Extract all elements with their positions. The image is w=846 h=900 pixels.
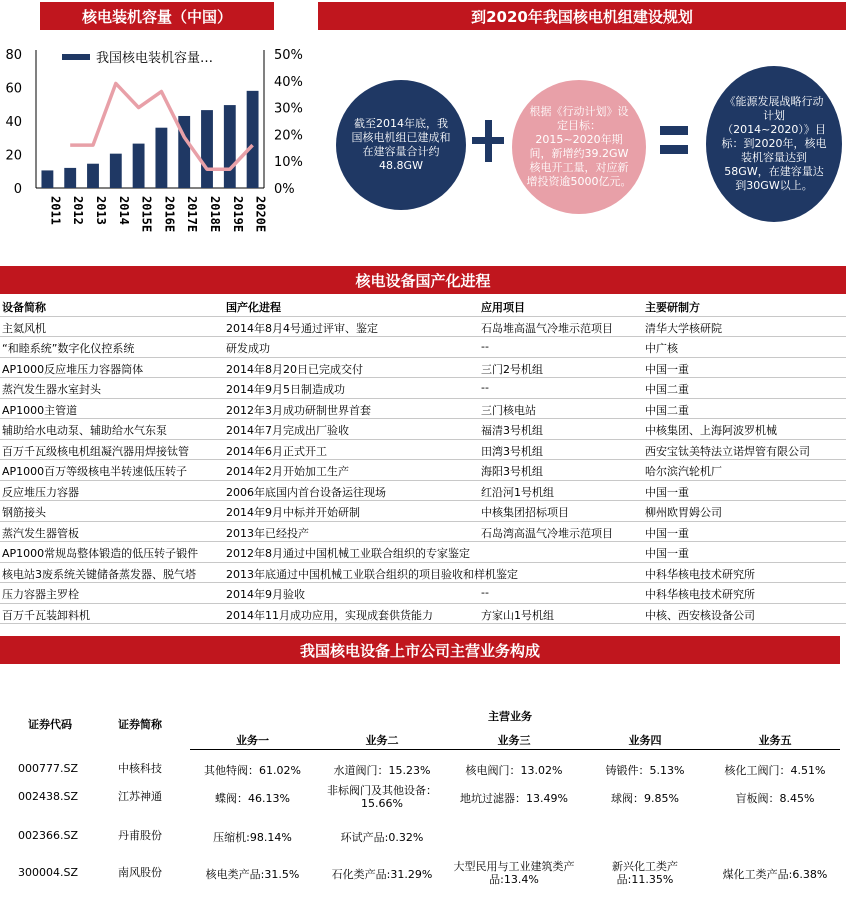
- table-cell: 中国一重: [645, 362, 689, 376]
- y-right-tick-label: 30%: [274, 101, 303, 117]
- table-cell: 西安宝钛美特法立诺焊管有限公司: [645, 444, 810, 458]
- company-name: 中核科技: [118, 762, 162, 775]
- bar-2015E: [133, 144, 145, 188]
- table-cell: 中国二重: [645, 403, 689, 417]
- table-cell: 2014年11月成功应用，实现成套供货能力: [226, 608, 433, 622]
- business-header: 业务二: [365, 734, 399, 747]
- table-row: [0, 317, 846, 338]
- business-header: 业务三: [497, 734, 531, 747]
- x-tick-label: 2013: [94, 196, 108, 225]
- table-cell: 中科华核电技术研究所: [645, 588, 755, 601]
- table-cell: 中核、西安核设备公司: [645, 608, 755, 622]
- business-cell: 核电阀门：13.02%: [465, 764, 563, 777]
- table-cell: 蒸汽发生器水室封头: [2, 383, 101, 396]
- table-cell: 海阳3号机组: [481, 465, 543, 478]
- business-header: 业务一: [236, 734, 269, 747]
- y-left-tick-label: 20: [5, 148, 22, 164]
- y-left-tick-label: 0: [13, 182, 22, 197]
- plan-section-title: 到2020年我国核电机组建设规划: [471, 7, 693, 26]
- localization-section-title: 核电设备国产化进程: [355, 271, 491, 290]
- table-cell: 2014年7月完成出厂验收: [226, 424, 349, 437]
- table-cell: “和睦系统”数字化仪控系统: [2, 342, 135, 355]
- company-code: 002366.SZ: [17, 829, 78, 842]
- bar-2019E: [224, 105, 236, 188]
- business-cell: 煤化工类产品:6.38%: [722, 868, 828, 881]
- x-tick-label: 2020E: [253, 196, 268, 233]
- table-cell: 辅助给水电动泵、辅助给水气东泵: [2, 424, 167, 437]
- y-left-tick-label: 80: [5, 48, 22, 63]
- bar-2013: [87, 164, 99, 188]
- table-cell: 中国一重: [645, 547, 689, 560]
- table-row: [0, 399, 846, 420]
- localization-table: [0, 296, 846, 624]
- header-name: 证券简称: [118, 718, 162, 731]
- bar-2018E: [201, 110, 213, 188]
- table-row: [0, 563, 846, 584]
- table-cell: 福清3号机组: [481, 424, 543, 437]
- table-cell: 红沿河1号机组: [481, 485, 554, 499]
- business-cell: 石化类产品:31.29%: [331, 868, 433, 881]
- table-cell: 哈尔滨汽轮机厂: [645, 465, 722, 478]
- y-right-tick-label: 50%: [274, 48, 303, 63]
- company-code: 002438.SZ: [17, 790, 78, 803]
- localization-header-cell: 应用项目: [481, 301, 525, 314]
- table-cell: 压力容器主罗栓: [2, 588, 79, 601]
- localization-header-cell: 国产化进程: [226, 301, 281, 314]
- table-row: [0, 522, 846, 543]
- table-cell: --: [481, 381, 489, 394]
- y-left-tick-label: 40: [5, 115, 22, 130]
- business-cell: 地坑过滤器：13.49%: [460, 792, 568, 805]
- business-cell: 非标阀门及其他设备：15.66%: [327, 784, 437, 810]
- table-cell: 柳州欧胃姆公司: [645, 506, 722, 519]
- table-cell: 田湾3号机组: [481, 444, 543, 458]
- x-tick-label: 2019E: [230, 196, 245, 233]
- table-row: [0, 358, 846, 379]
- table-cell: 2012年8月通过中国机械工业联合组织的专家鉴定: [226, 547, 470, 560]
- company-code: 000777.SZ: [17, 762, 78, 775]
- table-cell: 2013年底通过中国机械工业联合组织的项目验收和样机鉴定: [226, 567, 518, 581]
- plan-circle-target: [706, 66, 842, 222]
- capacity-chart: [0, 34, 303, 266]
- business-header: 业务四: [628, 734, 662, 747]
- y-right-tick-label: 40%: [274, 74, 303, 90]
- business-cell: 球阀：9.85%: [611, 792, 679, 805]
- table-row: [0, 501, 846, 522]
- header-main-business: 主营业务: [488, 710, 532, 723]
- bar-2020E: [247, 91, 259, 188]
- table-cell: 中核集团、上海阿波罗机械: [645, 424, 777, 437]
- table-cell: 钢筋接头: [2, 506, 46, 519]
- bar-2014: [110, 154, 122, 188]
- table-cell: 主氦风机: [2, 321, 46, 335]
- companies-section-header: [0, 636, 840, 664]
- table-cell: 百万千瓦装卸料机: [2, 608, 90, 622]
- business-cell: 环试产品:0.32%: [340, 831, 424, 844]
- plan-circle-new: [512, 80, 646, 214]
- table-cell: 反应堆压力容器: [2, 485, 79, 499]
- table-cell: 中科华核电技术研究所: [645, 567, 755, 581]
- table-row: [0, 337, 846, 358]
- table-cell: 中国一重: [645, 485, 689, 499]
- table-cell: AP1000反应堆压力容器筒体: [2, 362, 144, 376]
- bar-2016E: [155, 128, 167, 188]
- x-tick-label: 2016E: [162, 196, 177, 233]
- x-tick-label: 2018E: [208, 196, 222, 233]
- table-cell: 2014年6月正式开工: [226, 444, 327, 458]
- table-cell: AP1000主管道: [2, 403, 78, 417]
- table-cell: 中国一重: [645, 526, 689, 540]
- table-row: [0, 440, 846, 461]
- table-cell: 2014年9月5日制造成功: [226, 383, 345, 396]
- table-cell: 核电站3废系统关键储备蒸发器、脱气塔: [2, 567, 196, 581]
- table-cell: 清华大学核研院: [645, 321, 722, 335]
- localization-header-cell: 主要研制方: [645, 301, 700, 314]
- x-tick-label: 2015E: [139, 196, 154, 233]
- table-cell: 2014年9月中标并开始研制: [226, 506, 360, 519]
- table-cell: AP1000常规岛整体锻造的低压转子锻件: [2, 547, 199, 560]
- table-cell: 中核集团招标项目: [481, 506, 569, 519]
- capacity-section-title: 核电装机容量（中国）: [81, 7, 232, 26]
- localization-header-cell: 设备简称: [2, 301, 46, 314]
- x-tick-label: 2017E: [185, 196, 200, 233]
- plan-circle-existing: [336, 80, 466, 210]
- companies-section-title: 我国核电设备上市公司主营业务构成: [299, 641, 540, 660]
- header-divider: [190, 749, 840, 750]
- plan-circle-new-text: 根据《行动计划》设定目标：2015~2020年期间，新增约39.2GW核电开工量，对应新增投资逾5000亿元。: [526, 105, 632, 188]
- bar-2012: [64, 168, 76, 188]
- table-row: [0, 481, 846, 502]
- company-name: 南风股份: [118, 866, 162, 879]
- business-cell: 蝶阀：46.13%: [215, 792, 290, 805]
- business-cell: 核化工阀门：4.51%: [724, 764, 826, 777]
- company-code: 300004.SZ: [17, 866, 78, 879]
- table-cell: 2014年9月验收: [226, 588, 305, 601]
- business-cell: 压缩机:98.14%: [213, 831, 292, 844]
- table-cell: 石岛堆高温气冷堆示范项目: [481, 321, 613, 335]
- bar-2011: [41, 170, 53, 188]
- header-code: 证券代码: [28, 718, 72, 731]
- y-right-tick-label: 20%: [274, 128, 303, 144]
- table-cell: 三门2号机组: [481, 362, 543, 376]
- table-cell: AP1000百万等级核电半转速低压转子: [2, 465, 188, 478]
- table-cell: 2014年8月20日已完成交付: [226, 362, 363, 376]
- plan-section-header: [318, 2, 846, 30]
- table-cell: 中广核: [645, 342, 678, 355]
- business-cell: 盲板阀：8.45%: [735, 792, 815, 805]
- table-cell: 2014年8月4号通过评审、鉴定: [226, 321, 378, 335]
- table-cell: 方家山1号机组: [481, 608, 554, 622]
- table-cell: --: [481, 586, 489, 599]
- table-cell: 2006年底国内首台设备运往现场: [226, 485, 386, 499]
- plan-circle-target-text: 《能源发展战略行动计划（2014~2020）》目标：到2020年，核电装机容量达到58GW，在建容量达到30GW以上。: [721, 95, 827, 192]
- table-cell: 2014年2月开始加工生产: [226, 465, 349, 478]
- business-cell: 新兴化工类产品:11.35%: [612, 860, 678, 886]
- table-cell: --: [481, 340, 489, 353]
- table-row: [0, 542, 846, 563]
- localization-header-row: [0, 296, 846, 317]
- table-row: [0, 419, 846, 440]
- table-row: [0, 604, 846, 625]
- plan-circle-existing-text: 截至2014年底，我国核电机组已建成和在建容量合计约48.8GW: [351, 117, 451, 172]
- business-cell: 其他特阀：61.02%: [204, 764, 301, 777]
- business-cell: 核电类产品:31.5%: [205, 868, 300, 881]
- business-cell: 铸锻件：5.13%: [605, 764, 685, 777]
- y-left-tick-label: 60: [5, 81, 22, 97]
- table-row: [0, 583, 846, 604]
- table-cell: 三门核电站: [481, 403, 536, 417]
- table-cell: 研发成功: [226, 342, 270, 355]
- company-name: 江苏神通: [118, 790, 162, 803]
- table-cell: 2012年3月成功研制世界首套: [226, 403, 371, 417]
- business-cell: 水道阀门：15.23%: [333, 764, 431, 777]
- table-row: [0, 460, 846, 481]
- company-name: 丹甫股份: [118, 829, 162, 842]
- companies-table: [0, 666, 846, 900]
- business-header: 业务五: [758, 734, 792, 747]
- table-cell: 2013年已经投产: [226, 526, 309, 540]
- capacity-section-header: [40, 2, 274, 30]
- legend-swatch: [62, 54, 90, 60]
- table-row: [0, 378, 846, 399]
- equals-icon: [660, 124, 688, 156]
- x-tick-label: 2014: [116, 196, 131, 225]
- business-cell: 大型民用与工业建筑类产品:13.4%: [453, 860, 575, 886]
- legend-label: 我国核电装机容量…: [96, 51, 214, 66]
- table-cell: 百万千瓦级核电机组凝汽器用焊接钛管: [2, 444, 189, 458]
- x-tick-label: 2011: [48, 196, 63, 225]
- table-cell: 石岛湾高温气冷堆示范项目: [481, 526, 613, 540]
- y-right-tick-label: 10%: [274, 155, 303, 171]
- x-tick-label: 2012: [71, 196, 86, 225]
- table-cell: 蒸汽发生器管板: [2, 526, 79, 540]
- localization-section-header: [0, 266, 846, 294]
- plus-icon: [472, 120, 504, 162]
- y-right-tick-label: 0%: [274, 182, 295, 197]
- table-cell: 中国二重: [645, 383, 689, 396]
